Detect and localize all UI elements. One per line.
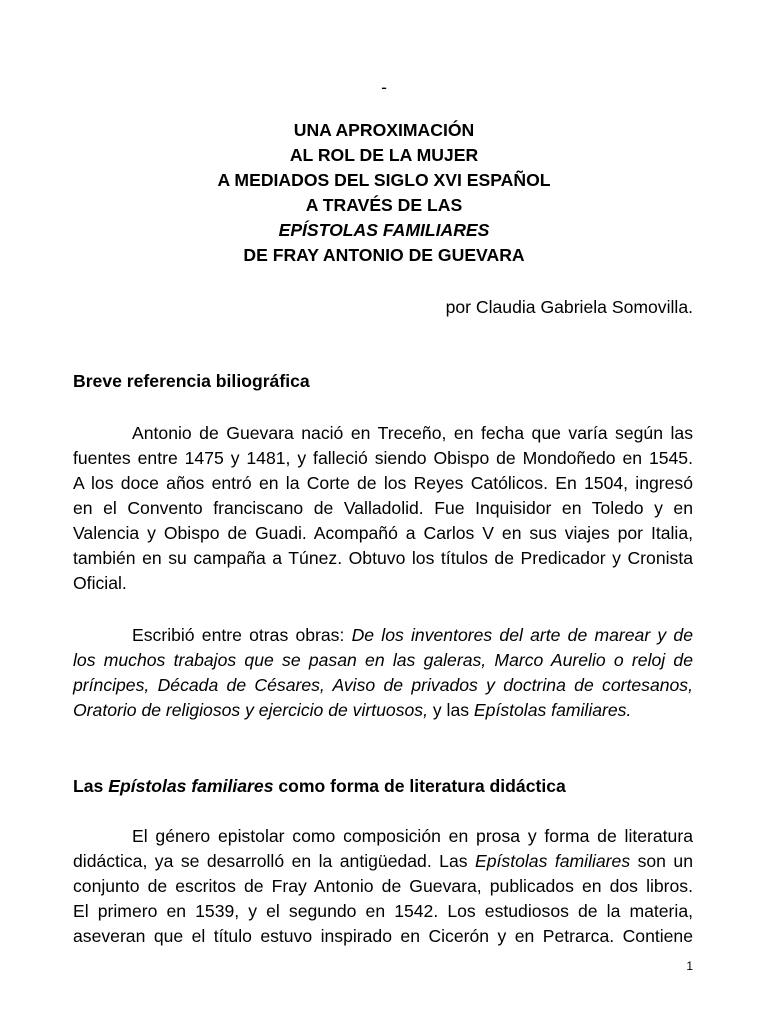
paragraph-line: Valencia y Obispo de Guadi. Acompañó a Carlos V en sus viajes por Italia, bbox=[73, 522, 693, 543]
title-line: A MEDIADOS DEL SIGLO XVI ESPAÑOL bbox=[217, 169, 551, 190]
text-run: didáctica, ya se desarrolló en la antigüedad. Las bbox=[73, 850, 476, 871]
paragraph-line bbox=[73, 698, 693, 723]
paragraph-line: A los doce años entró en la Corte de los Reyes Católicos. En 1504, ingresó bbox=[73, 472, 693, 493]
top-mark: - bbox=[381, 77, 387, 97]
title-line: DE FRAY ANTONIO DE GUEVARA bbox=[243, 244, 525, 265]
book-title-run: De los inventores del arte de marear y de bbox=[351, 624, 693, 645]
paragraph bbox=[73, 623, 693, 723]
paragraph-line: fuentes entre 1475 y 1481, y falleció siendo Obispo de Mondoñedo en 1545. bbox=[73, 447, 693, 468]
heading-run: como forma de literatura didáctica bbox=[273, 775, 566, 796]
title-line: AL ROL DE LA MUJER bbox=[289, 144, 479, 165]
book-title-run: Epístolas familiares bbox=[475, 850, 631, 871]
title-line: UNA APROXIMACIÓN bbox=[293, 119, 475, 140]
paragraph-line: El primero en 1539, y el segundo en 1542. Los estudiosos de la materia, bbox=[73, 900, 693, 921]
heading-italic-run: Epístolas familiares bbox=[108, 775, 274, 796]
author-line: por Claudia Gabriela Somovilla. bbox=[445, 296, 693, 317]
paragraph-line bbox=[73, 849, 693, 874]
paragraph-line: conjunto de escritos de Fray Antonio de Guevara, publicados en dos libros. bbox=[73, 875, 693, 896]
paragraph-line bbox=[73, 623, 693, 648]
paragraph bbox=[73, 421, 693, 596]
page-number: 1 bbox=[686, 959, 693, 973]
text-run: y las bbox=[427, 699, 474, 720]
section-heading: Breve referencia biliográfica bbox=[73, 370, 310, 391]
paragraph-line: príncipes, Década de Césares, Aviso de privados y doctrina de cortesanos, bbox=[73, 674, 693, 695]
book-title-run: Epístolas familiares. bbox=[473, 699, 632, 720]
paragraph-line: Antonio de Guevara nació en Treceño, en fecha que varía según las bbox=[132, 422, 693, 443]
section-heading bbox=[73, 774, 693, 799]
paragraph-line: los muchos trabajos que se pasan en las galeras, Marco Aurelio o reloj de bbox=[73, 649, 693, 670]
text-run: Escribió entre otras obras: bbox=[132, 624, 352, 645]
title-line-italic: EPÍSTOLAS FAMILIARES bbox=[278, 219, 490, 240]
title-block bbox=[0, 118, 768, 268]
title-line: A TRAVÉS DE LAS bbox=[305, 194, 463, 215]
paragraph-line: en el Convento franciscano de Valladolid. Fue Inquisidor en Toledo y en bbox=[73, 497, 693, 518]
paragraph bbox=[73, 824, 693, 949]
text-run: son un bbox=[630, 850, 693, 871]
paragraph-line: también en su campaña a Túnez. Obtuvo los títulos de Predicador y Cronista bbox=[73, 547, 693, 568]
paragraph-line: El género epistolar como composición en prosa y forma de literatura bbox=[132, 825, 693, 846]
paragraph-line: Oficial. bbox=[73, 572, 127, 593]
book-title-run: Oratorio de religiosos y ejercicio de virtuosos, bbox=[73, 699, 428, 720]
heading-run: Las bbox=[73, 775, 109, 796]
paragraph-line: aseveran que el título estuvo inspirado en Cicerón y en Petrarca. Contiene bbox=[73, 925, 693, 946]
